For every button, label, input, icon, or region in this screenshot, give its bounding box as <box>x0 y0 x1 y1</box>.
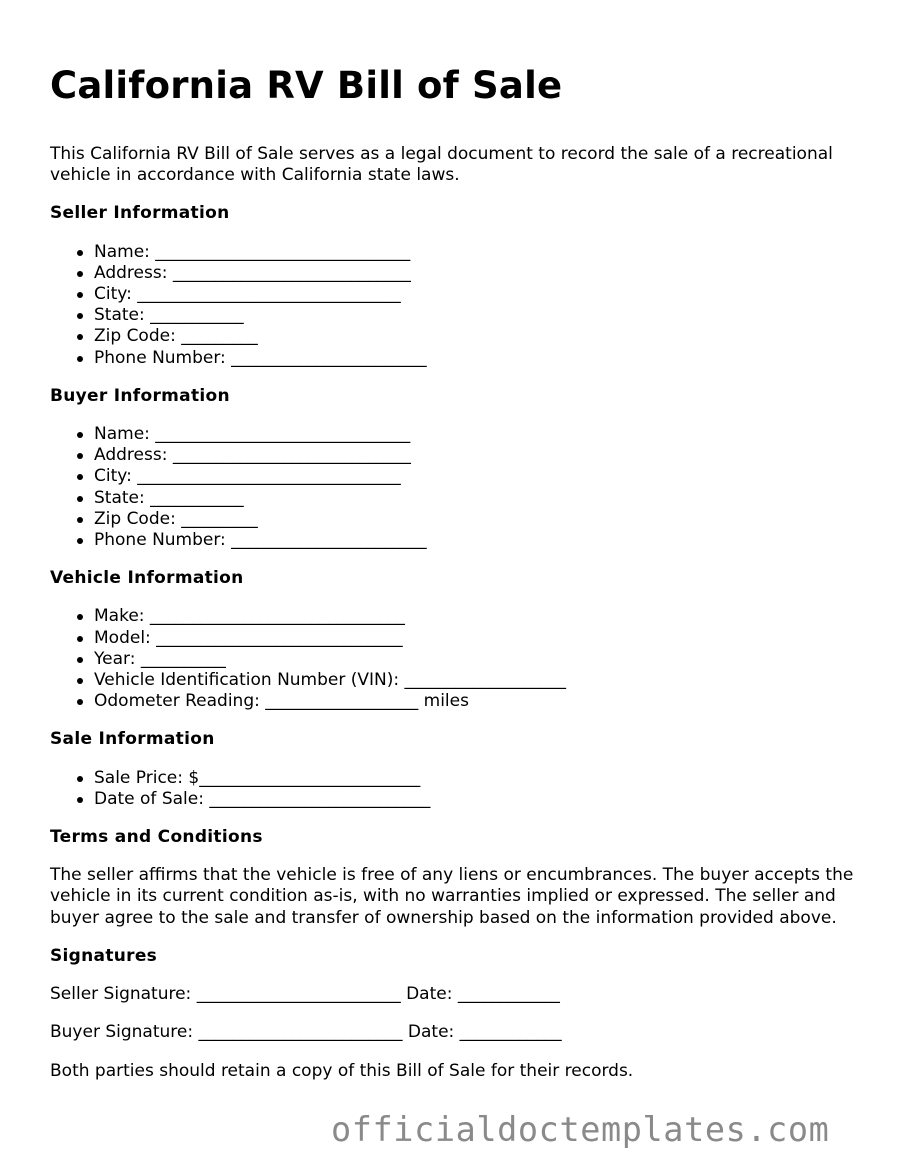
vehicle-make-item: Make: ______________________________ <box>94 606 870 627</box>
buyer-state-item: State: ___________ <box>94 488 870 509</box>
document-page <box>50 58 870 1082</box>
seller-heading: Seller Information <box>50 203 230 224</box>
buyer-zip-item: Zip Code: _________ <box>94 509 870 530</box>
seller-signature-line: Seller Signature: ________________________ Date: ____________ <box>50 984 560 1005</box>
buyer-phone-item: Phone Number: _______________________ <box>94 530 870 551</box>
vehicle-year-item: Year: __________ <box>94 649 870 670</box>
intro-paragraph: This California RV Bill of Sale serves as a legal document to record the sale of a recreational vehicle in accordance with California state laws. <box>50 144 833 186</box>
vehicle-odometer-item: Odometer Reading: __________________ miles <box>94 691 870 712</box>
vehicle-heading: Vehicle Information <box>50 568 244 589</box>
seller-name-item: Name: ______________________________ <box>94 242 870 263</box>
buyer-address-item: Address: ____________________________ <box>94 445 870 466</box>
terms-heading: Terms and Conditions <box>50 827 263 848</box>
page-title: California RV Bill of Sale <box>50 64 563 107</box>
sale-price-item: Sale Price: $__________________________ <box>94 768 870 789</box>
seller-address-item: Address: ____________________________ <box>94 263 870 284</box>
seller-list <box>50 242 870 369</box>
buyer-city-item: City: _______________________________ <box>94 466 870 487</box>
vehicle-vin-item: Vehicle Identification Number (VIN): ___________________ <box>94 670 870 691</box>
terms-paragraph: The seller affirms that the vehicle is free of any liens or encumbrances. The buyer accepts the vehicle in its current condition as-is, with no warranties implied or expressed. The seller and buyer agree to the sale and transfer of ownership based on the information provided above. <box>50 865 854 928</box>
signatures-heading: Signatures <box>50 945 158 966</box>
watermark-text: officialdoctemplates.com <box>331 1110 830 1149</box>
buyer-heading: Buyer Information <box>50 385 230 406</box>
vehicle-list <box>50 606 870 712</box>
sale-heading: Sale Information <box>50 729 215 750</box>
buyer-name-item: Name: ______________________________ <box>94 424 870 445</box>
seller-phone-item: Phone Number: _______________________ <box>94 348 870 369</box>
seller-state-item: State: ___________ <box>94 305 870 326</box>
buyer-signature-line: Buyer Signature: ________________________ Date: ____________ <box>50 1022 562 1043</box>
buyer-list <box>50 424 870 551</box>
seller-city-item: City: _______________________________ <box>94 284 870 305</box>
seller-zip-item: Zip Code: _________ <box>94 326 870 347</box>
closing-note: Both parties should retain a copy of this Bill of Sale for their records. <box>50 1060 634 1081</box>
sale-list <box>50 768 870 810</box>
sale-date-item: Date of Sale: __________________________ <box>94 789 870 810</box>
vehicle-model-item: Model: _____________________________ <box>94 628 870 649</box>
